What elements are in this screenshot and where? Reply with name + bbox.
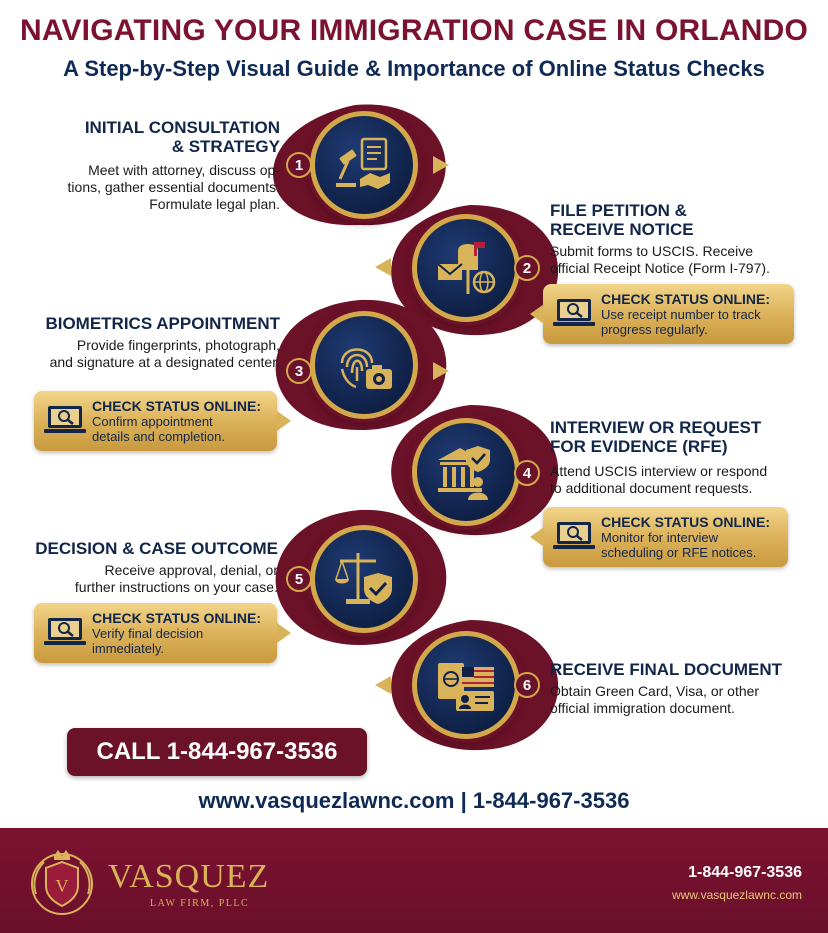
brand-name: VASQUEZ — [108, 858, 270, 895]
step-2-title-line: RECEIVE NOTICE — [550, 220, 694, 239]
arrow-right-icon — [433, 156, 449, 174]
footer — [0, 828, 828, 933]
status-check-text — [601, 530, 756, 560]
status-check-line: immediately. — [92, 641, 165, 656]
fingerprint-camera-icon — [332, 333, 396, 397]
step-4-circle — [412, 418, 520, 526]
laptop-search-icon — [42, 615, 88, 651]
footer-website[interactable]: www.vasquezlawnc.com — [671, 888, 802, 902]
mailbox-globe-icon — [434, 236, 498, 300]
callout-pointer — [277, 411, 291, 431]
status-check-callout — [543, 507, 788, 567]
status-check-line: Use receipt number to track — [601, 307, 761, 322]
step-1-description — [20, 162, 280, 213]
status-check-line: details and completion. — [92, 429, 225, 444]
step-1-title — [40, 118, 280, 156]
step-5-desc-line: Receive approval, denial, or — [104, 562, 278, 578]
green-card-passport-icon — [434, 653, 498, 717]
callout-pointer — [530, 304, 544, 324]
laptop-search-icon — [551, 519, 597, 555]
status-check-text — [92, 626, 203, 656]
status-check-title: CHECK STATUS ONLINE: — [601, 514, 771, 530]
step-4-title — [550, 418, 810, 456]
arrow-left-icon — [375, 676, 391, 694]
step-4-desc-line: Attend USCIS interview or respond — [550, 463, 768, 479]
step-2-desc-line: Submit forms to USCIS. Receive — [550, 243, 754, 259]
step-6-desc-line: Obtain Green Card, Visa, or other — [550, 683, 760, 699]
status-check-title: CHECK STATUS ONLINE: — [601, 291, 771, 307]
status-check-text — [601, 307, 761, 337]
step-1-desc-line: Formulate legal plan. — [149, 196, 280, 212]
status-check-line: Monitor for interview — [601, 530, 719, 545]
callout-pointer — [530, 527, 544, 547]
step-5-title — [20, 539, 278, 558]
step-1-title-line: INITIAL CONSULTATION — [84, 118, 280, 137]
status-check-callout — [34, 603, 277, 663]
arrow-left-icon — [375, 258, 391, 276]
step-1-desc-line: Meet with attorney, discuss op- — [88, 162, 280, 178]
status-check-line: progress regularly. — [601, 322, 708, 337]
website-phone-line[interactable]: www.vasquezlawnc.com | 1-844-967-3536 — [198, 788, 630, 813]
step-2-title-line: FILE PETITION & — [550, 201, 687, 220]
status-check-callout — [34, 391, 277, 451]
courthouse-people-icon — [434, 440, 498, 504]
gavel-handshake-icon — [332, 133, 396, 197]
step-6-title-line: RECEIVE FINAL DOCUMENT — [550, 660, 783, 679]
laptop-search-icon — [42, 403, 88, 439]
step-2-title — [550, 201, 810, 239]
step-5-description — [20, 562, 278, 596]
status-check-title: CHECK STATUS ONLINE: — [92, 398, 262, 414]
step-1-title-line: & STRATEGY — [171, 137, 280, 156]
scales-shield-icon — [332, 547, 396, 611]
step-3-circle — [310, 311, 418, 419]
step-3-desc-line: and signature at a designated center. — [49, 354, 280, 370]
status-check-text — [92, 414, 225, 444]
step-6-circle — [412, 631, 520, 739]
step-5-circle — [310, 525, 418, 633]
status-check-callout — [543, 284, 794, 344]
step-4-number: 4 — [514, 460, 540, 486]
step-2-number: 2 — [514, 255, 540, 281]
brand-subtitle: LAW FIRM, PLLC — [150, 898, 250, 909]
step-2-desc-line: official Receipt Notice (Form I-797). — [550, 260, 770, 276]
step-1-number: 1 — [286, 152, 312, 178]
svg-text:V: V — [55, 876, 69, 896]
call-button[interactable]: CALL 1-844-967-3536 — [67, 728, 367, 776]
step-4-description — [550, 463, 820, 497]
callout-pointer — [277, 623, 291, 643]
step-2-circle — [412, 214, 520, 322]
step-1-circle — [310, 111, 418, 219]
step-5-title-line: DECISION & CASE OUTCOME — [35, 539, 278, 558]
page-title: NAVIGATING YOUR IMMIGRATION CASE IN ORLANDO — [19, 14, 809, 47]
step-3-desc-line: Provide fingerprints, photograph, — [76, 337, 280, 353]
step-4-desc-line: to additional document requests. — [550, 480, 753, 496]
step-3-number: 3 — [286, 358, 312, 384]
step-6-description — [550, 683, 820, 717]
law-firm-crest-icon — [22, 842, 102, 922]
step-3-title — [20, 314, 280, 333]
step-4-title-line: FOR EVIDENCE (RFE) — [550, 437, 728, 456]
laptop-search-icon — [551, 296, 597, 332]
step-5-number: 5 — [286, 566, 312, 592]
step-6-number: 6 — [514, 672, 540, 698]
arrow-right-icon — [433, 362, 449, 380]
step-4-title-line: INTERVIEW OR REQUEST — [550, 418, 762, 437]
step-6-desc-line: official immigration document. — [550, 700, 735, 716]
step-6-title — [550, 660, 810, 679]
page-subtitle: A Step-by-Step Visual Guide & Importance of Online Status Checks — [63, 56, 765, 81]
status-check-line: scheduling or RFE notices. — [601, 545, 757, 560]
step-5-desc-line: further instructions on your case. — [74, 579, 278, 595]
status-check-title: CHECK STATUS ONLINE: — [92, 610, 262, 626]
step-2-description — [550, 243, 820, 277]
step-1-desc-line: tions, gather essential documents. — [67, 179, 280, 195]
footer-phone[interactable]: 1-844-967-3536 — [688, 864, 802, 881]
status-check-line: Verify final decision — [92, 626, 204, 641]
status-check-line: Confirm appointment — [92, 414, 213, 429]
step-3-description — [10, 337, 280, 371]
step-3-title-line: BIOMETRICS APPOINTMENT — [45, 314, 280, 333]
